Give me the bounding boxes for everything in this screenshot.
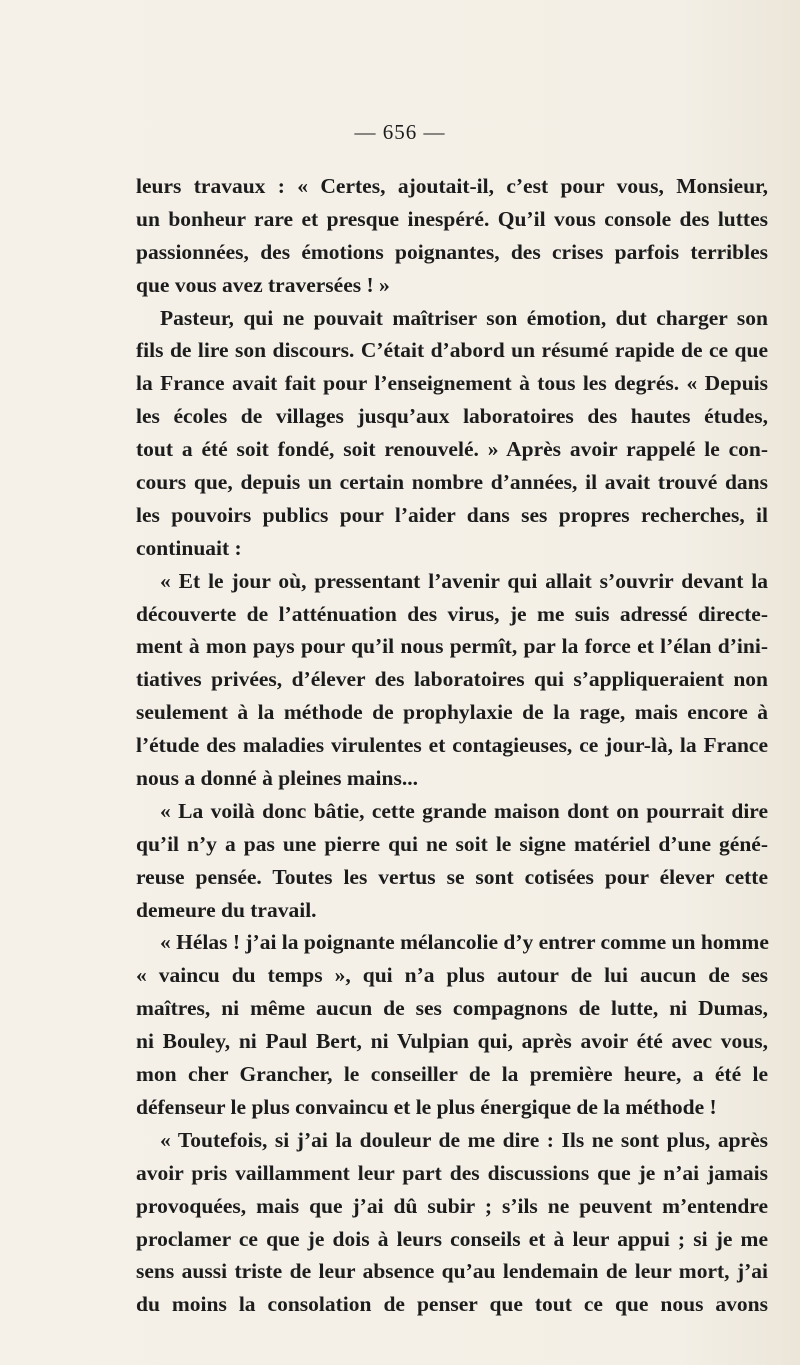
text-line: découverte de l’atténuation des virus, je me suis adressé directe- bbox=[136, 601, 768, 626]
page-number: — 656 — bbox=[354, 120, 446, 144]
text-line: Pasteur, qui ne pouvait maîtriser son émotion, dut charger son bbox=[160, 305, 768, 330]
text-line: « Hélas ! j’ai la poignante mélancolie d’y entrer comme un homme bbox=[160, 930, 769, 955]
text-line: « Et le jour où, pressentant l’avenir qui allait s’ouvrir devant la bbox=[160, 568, 768, 593]
text-line: du moins la consolation de penser que tout ce que nous avons bbox=[136, 1292, 768, 1317]
text-line: provoquées, mais que j’ai dû subir ; s’ils ne peuvent m’entendre bbox=[136, 1193, 768, 1218]
text-line: tiatives privées, d’élever des laboratoires qui s’appliqueraient non bbox=[136, 667, 768, 692]
text-line: tout a été soit fondé, soit renouvelé. » Après avoir rappelé le con- bbox=[136, 437, 768, 462]
text-line: proclamer ce que je dois à leurs conseils et à leur appui ; si je me bbox=[136, 1226, 768, 1251]
text-line: demeure du travail. bbox=[136, 897, 317, 922]
text-line: les pouvoirs publics pour l’aider dans ses propres recherches, il bbox=[136, 502, 768, 527]
text-line: seulement à la méthode de prophylaxie de la rage, mais encore à bbox=[136, 700, 768, 725]
text-line: qu’il n’y a pas une pierre qui ne soit le signe matériel d’une géné- bbox=[136, 831, 768, 856]
text-line: un bonheur rare et presque inespéré. Qu’il vous console des luttes bbox=[136, 206, 768, 231]
text-line: ni Bouley, ni Paul Bert, ni Vulpian qui, après avoir été avec vous, bbox=[136, 1029, 768, 1054]
text-line: reuse pensée. Toutes les vertus se sont cotisées pour élever cette bbox=[136, 864, 768, 889]
text-line: leurs travaux : « Certes, ajoutait-il, c’est pour vous, Monsieur, bbox=[136, 174, 768, 198]
text-line: ment à mon pays pour qu’il nous permît, par la force et l’élan d’ini- bbox=[136, 634, 768, 659]
text-line: avoir pris vaillamment leur part des discussions que je n’ai jamais bbox=[136, 1160, 768, 1185]
text-line: passionnées, des émotions poignantes, des crises parfois terribles bbox=[136, 239, 768, 264]
text-line: la France avait fait pour l’enseignement à tous les degrés. « Depuis bbox=[136, 371, 768, 396]
text-line: que vous avez traversées ! » bbox=[136, 272, 390, 297]
text-line: l’étude des maladies virulentes et contagieuses, ce jour-là, la France bbox=[136, 733, 768, 758]
text-line: « Toutefois, si j’ai la douleur de me dire : Ils ne sont plus, après bbox=[160, 1127, 768, 1152]
text-line: « vaincu du temps », qui n’a plus autour de lui aucun de ses bbox=[136, 963, 768, 988]
text-line: maîtres, ni même aucun de ses compagnons de lutte, ni Dumas, bbox=[136, 996, 768, 1021]
text-line: défenseur le plus convaincu et le plus énergique de la méthode ! bbox=[136, 1094, 717, 1119]
text-line: continuait : bbox=[136, 535, 242, 560]
text-line: sens aussi triste de leur absence qu’au lendemain de leur mort, j’ai bbox=[136, 1259, 768, 1284]
text-line: nous a donné à pleines mains... bbox=[136, 766, 418, 791]
text-line: « La voilà donc bâtie, cette grande maison dont on pourrait dire bbox=[160, 798, 768, 823]
text-line: cours que, depuis un certain nombre d’années, il avait trouvé dans bbox=[136, 470, 768, 495]
body-text bbox=[136, 170, 768, 1321]
text-line: mon cher Grancher, le conseiller de la première heure, a été le bbox=[136, 1062, 768, 1087]
text-line: fils de lire son discours. C’était d’abord un résumé rapide de ce que bbox=[136, 338, 768, 363]
text-line: les écoles de villages jusqu’aux laboratoires des hautes études, bbox=[136, 404, 768, 429]
